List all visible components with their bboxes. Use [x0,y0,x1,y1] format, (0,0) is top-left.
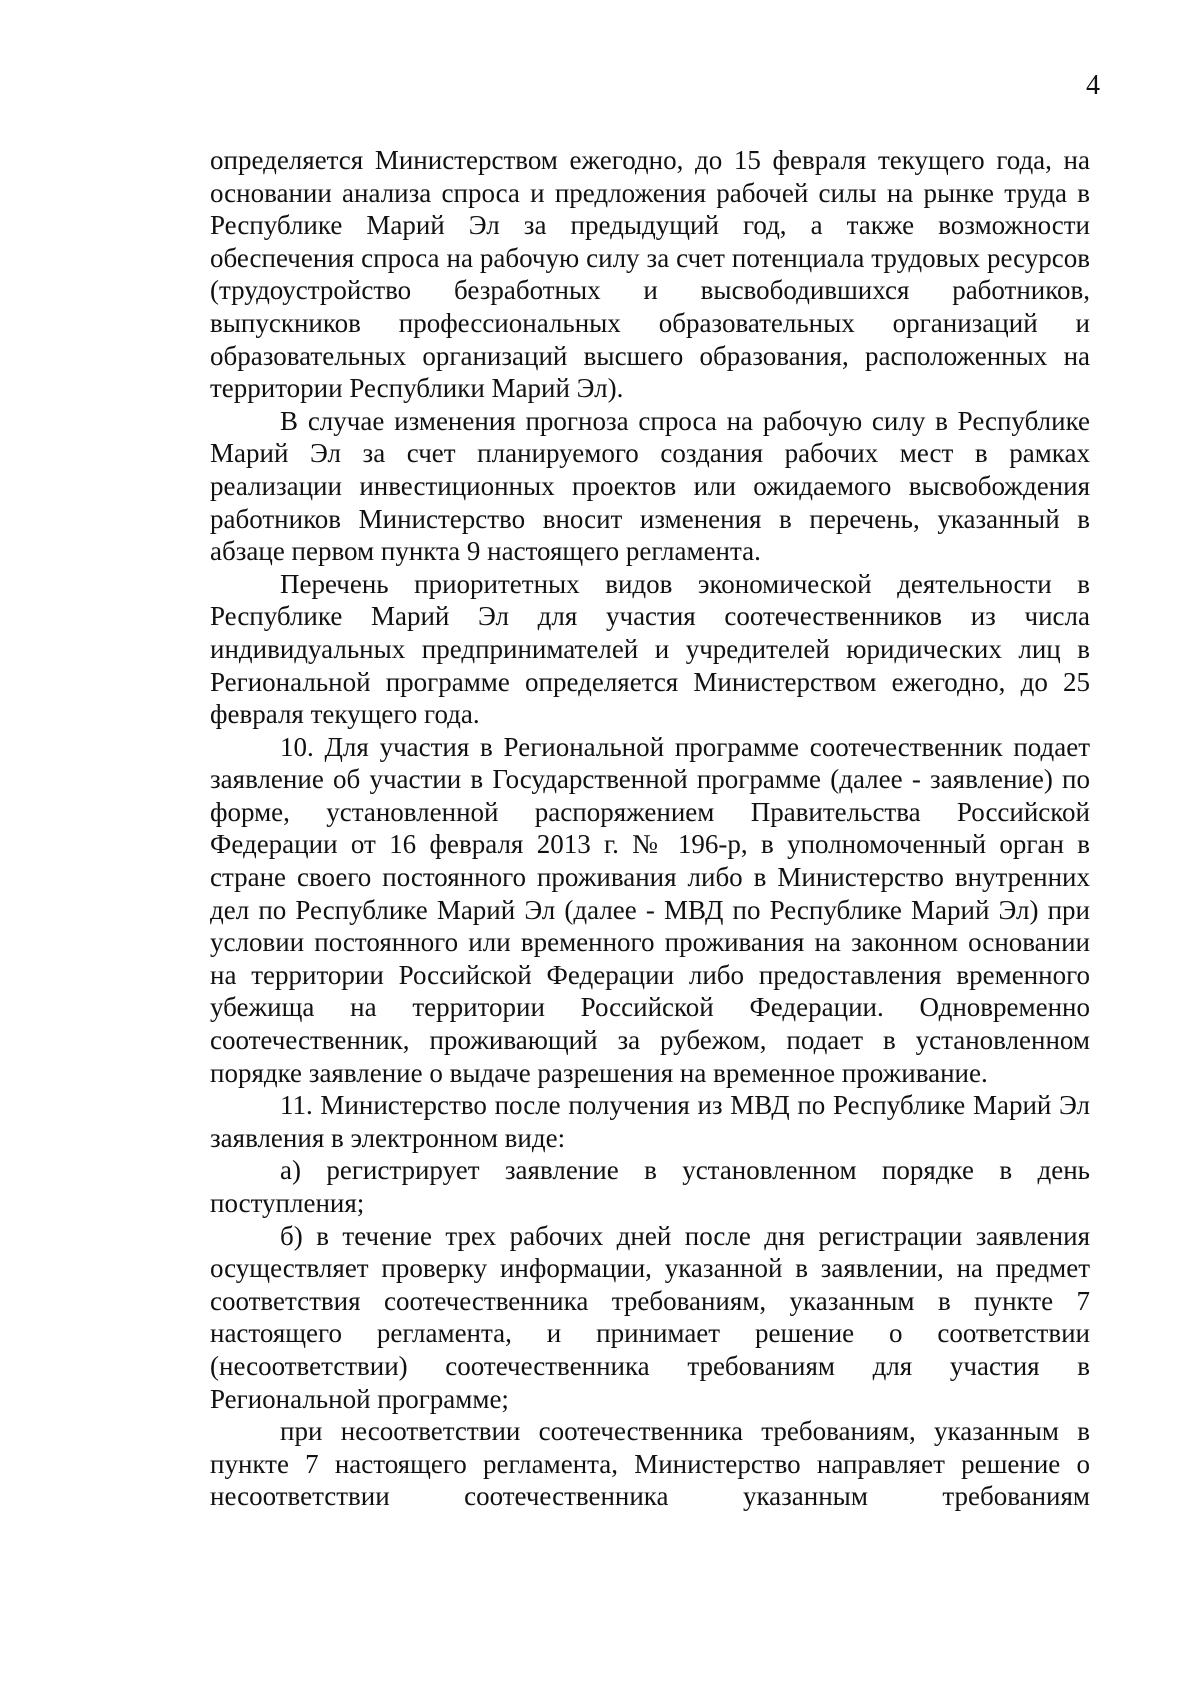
paragraph: при несоответствии соотечественника требованиям, указанным в пункте 7 настоящего регламента, Министерство направляет решение о несоответствии соотечественника указанным требованиям [210,1416,1090,1512]
paragraph: В случае изменения прогноза спроса на рабочую силу в Республике Марий Эл за счет планируемого создания рабочих мест в рамках реализации инвестиционных проектов или ожидаемого высвобождения работников Министерство вносит изменения в перечень, указанный в абзаце первом пункта 9 настоящего регламента. [210,405,1090,567]
paragraph: Перечень приоритетных видов экономической деятельности в Республике Марий Эл для участия соотечественников из числа индивидуальных предпринимателей и учредителей юридических лиц в Региональной программе определяется Министерством ежегодно, до 25 февраля текущего года. [210,568,1090,730]
paragraph-item-11: 11. Министерство после получения из МВД по Республике Марий Эл заявления в электронном виде: [210,1090,1090,1153]
document-body [210,144,1090,1513]
page-number: 4 [1086,70,1100,101]
paragraph-item-10: 10. Для участия в Региональной программе соотечественник подает заявление об участии в Государственной программе (далее - заявление) по форме, установленной распоряжением Правительства Российской Федерации от 16 февраля 2013 г. № 196-р, в уполномоченный орган в стране своего постоянного проживания либо в Министерство внутренних дел по Республике Марий Эл (далее - МВД по Республике Марий Эл) при условии постоянного или временного проживания на законном основании на территории Российской Федерации либо предоставления временного убежища на территории Российской Федерации. Одновременно соотечественник, проживающий за рубежом, подает в установленном порядке заявление о выдаче разрешения на временное проживание. [210,731,1090,1088]
subitem-a: а) регистрирует заявление в установленном порядке в день поступления; [210,1155,1090,1218]
subitem-b: б) в течение трех рабочих дней после дня регистрации заявления осуществляет проверку информации, указанной в заявлении, на предмет соответствия соотечественника требованиям, указанным в пункте 7 настоящего регламента, и принимает решение о соответствии (несоответствии) соотечественника требованиям для участия в Региональной программе; [210,1220,1090,1414]
paragraph: определяется Министерством ежегодно, до 15 февраля текущего года, на основании анализа спроса и предложения рабочей силы на рынке труда в Республике Марий Эл за предыдущий год, а также возможности обеспечения спроса на рабочую силу за счет потенциала трудовых ресурсов (трудоустройство безработных и высвободившихся работников, выпускников профессиональных образовательных организаций и образовательных организаций высшего образования, расположенных на территории Республики Марий Эл). [210,145,1090,404]
